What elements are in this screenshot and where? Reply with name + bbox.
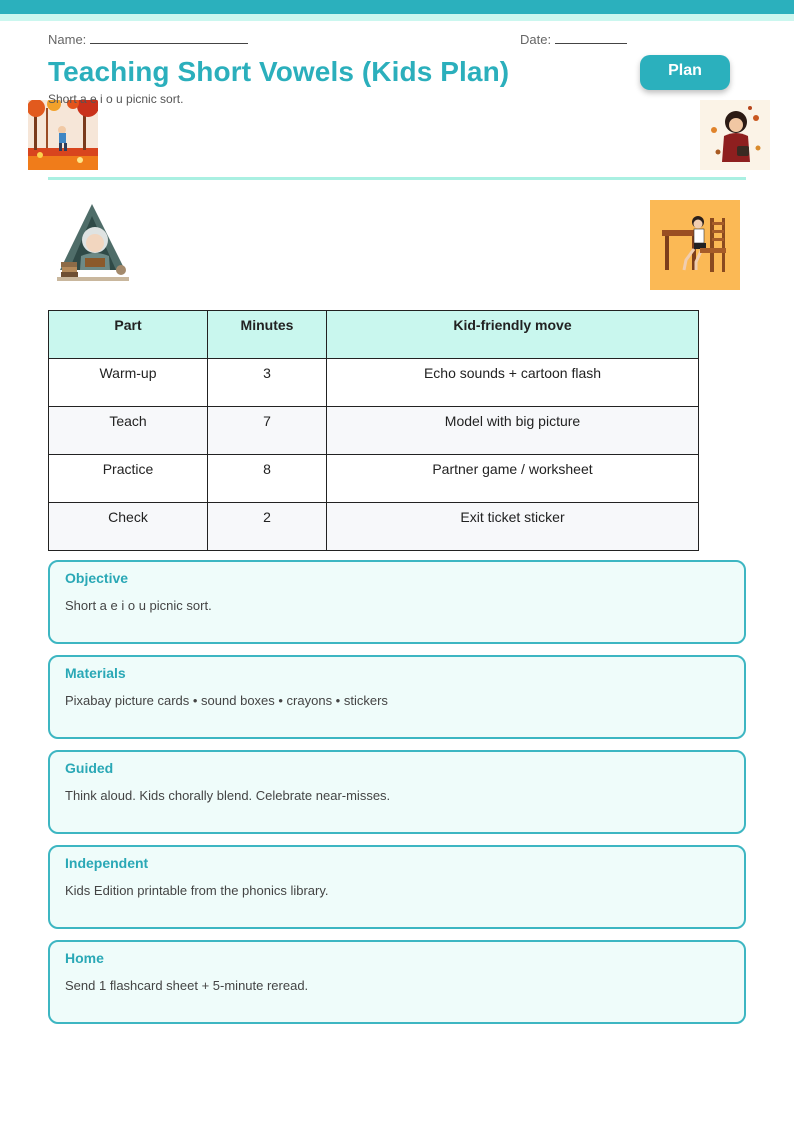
cell-move: Echo sounds + cartoon flash	[327, 359, 699, 407]
cell-minutes: 3	[208, 359, 327, 407]
col-header-move: Kid-friendly move	[327, 311, 699, 359]
top-accent-band	[0, 14, 794, 21]
card-title: Independent	[65, 855, 149, 871]
table-row	[49, 359, 699, 407]
guided-card	[48, 750, 746, 834]
table-header-row	[49, 311, 699, 359]
table-row	[49, 503, 699, 551]
col-header-part: Part	[49, 311, 208, 359]
card-text: Send 1 flashcard sheet + 5-minute reread.	[65, 978, 309, 993]
materials-card	[48, 655, 746, 739]
card-title: Objective	[65, 570, 129, 586]
independent-card	[48, 845, 746, 929]
card-text: Short a e i o u picnic sort.	[65, 598, 212, 613]
card-text: Think aloud. Kids chorally blend. Celebrate near-misses.	[65, 788, 391, 803]
home-card	[48, 940, 746, 1024]
name-field	[48, 31, 248, 47]
cell-part: Warm-up	[49, 359, 208, 407]
cell-minutes: 8	[208, 455, 327, 503]
page-title: Teaching Short Vowels (Kids Plan)	[48, 56, 510, 87]
cell-part: Practice	[49, 455, 208, 503]
date-field	[520, 31, 627, 47]
cell-minutes: 7	[208, 407, 327, 455]
card-text: Pixabay picture cards • sound boxes • crayons • stickers	[65, 693, 388, 708]
name-label: Name:	[48, 32, 87, 47]
cell-move: Model with big picture	[327, 407, 699, 455]
date-label: Date:	[520, 32, 552, 47]
name-blank[interactable]	[90, 31, 248, 44]
autumn-boy-illustration	[28, 100, 98, 170]
cell-move: Partner game / worksheet	[327, 455, 699, 503]
col-header-minutes: Minutes	[208, 311, 327, 359]
table-row	[49, 407, 699, 455]
date-blank[interactable]	[555, 31, 627, 44]
table-row	[49, 455, 699, 503]
woman-with-leaves-illustration	[700, 100, 770, 170]
cell-part: Check	[49, 503, 208, 551]
lesson-plan-table	[48, 310, 699, 551]
top-color-band	[0, 0, 794, 14]
boy-at-desk-illustration	[650, 200, 740, 290]
cell-minutes: 2	[208, 503, 327, 551]
card-text: Kids Edition printable from the phonics library.	[65, 883, 329, 898]
subtitle: Short a e i o u picnic sort.	[48, 92, 184, 106]
header-divider	[48, 177, 746, 180]
plan-button[interactable]: Plan	[640, 55, 730, 90]
kid-reading-illustration	[55, 200, 130, 284]
card-title: Materials	[65, 665, 126, 681]
card-title: Home	[65, 950, 104, 966]
cell-part: Teach	[49, 407, 208, 455]
objective-card	[48, 560, 746, 644]
cell-move: Exit ticket sticker	[327, 503, 699, 551]
card-title: Guided	[65, 760, 114, 776]
